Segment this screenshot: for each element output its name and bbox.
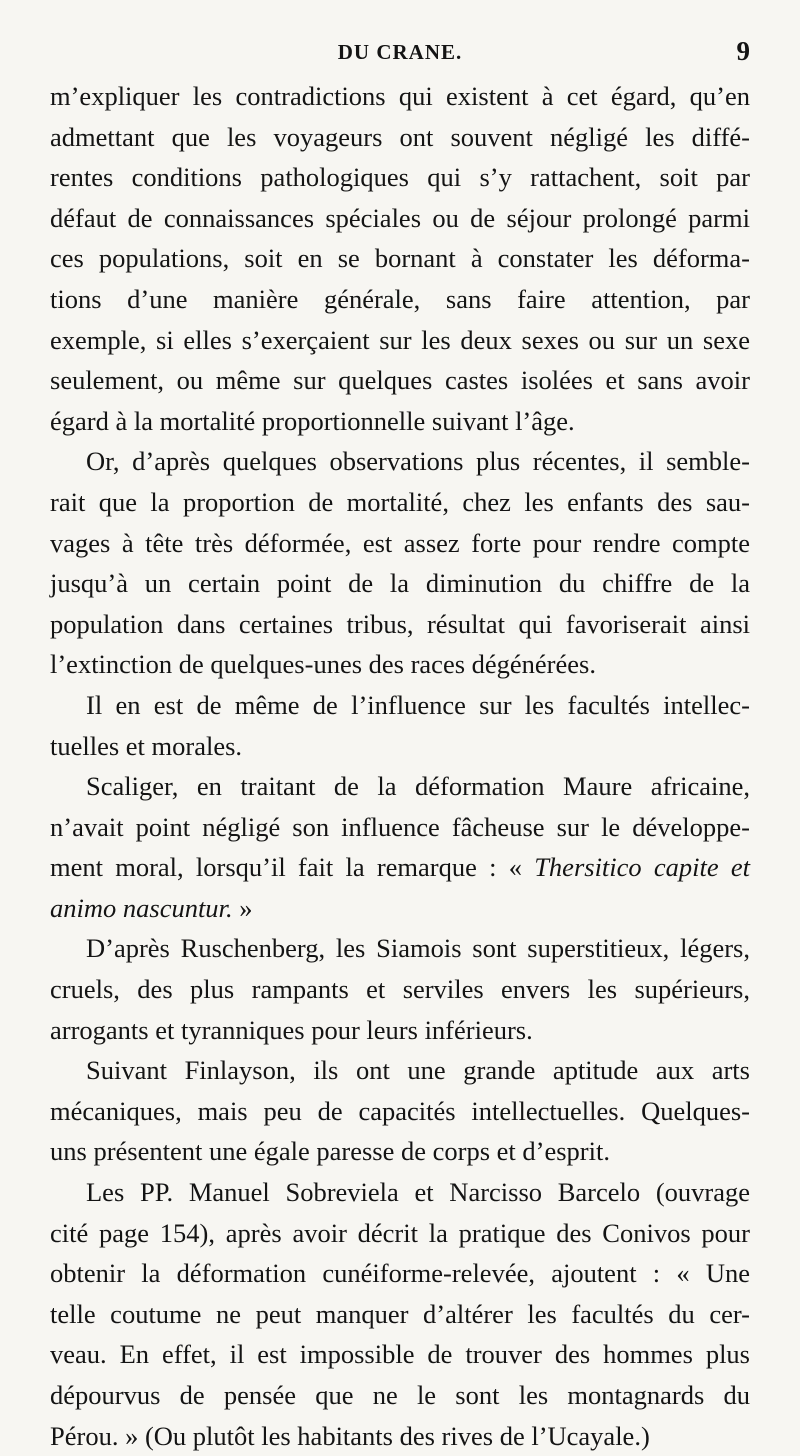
line-text: dépourvus de pensée que ne le sont les montagnards du (50, 1380, 750, 1410)
line-italic-text: animo nascuntur. (50, 892, 233, 923)
text-line (50, 1091, 750, 1132)
text-line (50, 969, 750, 1010)
text-line (50, 726, 750, 767)
text-line (50, 523, 750, 564)
line-text: Suivant Finlayson, ils ont une grande aptitude aux arts (86, 1055, 750, 1086)
text-line (50, 766, 750, 807)
text-line (50, 117, 750, 158)
line-text: arrogants et tyranniques pour leurs inférieurs. (50, 1014, 533, 1045)
line-text: jusqu’à un certain point de la diminution du chiffre de la (50, 568, 750, 599)
line-italic-text: Thersitico capite et (534, 852, 750, 883)
line-text: seulement, ou même sur quelques castes isolées et sans avoir (50, 365, 750, 396)
line-text: n’avait point négligé son influence fâcheuse sur le développe- (50, 811, 750, 842)
page-number: 9 (736, 36, 750, 66)
line-text: égard à la mortalité proportionnelle suivant l’âge. (50, 405, 575, 436)
line-text: rait que la proportion de mortalité, chez les enfants des sau- (50, 486, 750, 517)
text-line (50, 401, 750, 442)
line-text: mécaniques, mais peu de capacités intellectuelles. Quelques- (50, 1095, 750, 1126)
text-line (50, 1050, 750, 1091)
text-line (50, 1334, 750, 1375)
text-line (50, 644, 750, 685)
line-text: rentes conditions pathologiques qui s’y rattachent, soit par (50, 162, 750, 193)
text-line (50, 928, 750, 969)
line-text: cité page 154), après avoir décrit la pratique des Conivos pour (50, 1217, 750, 1248)
text-line (50, 1416, 750, 1456)
line-text: cruels, des plus rampants et serviles envers les supérieurs, (50, 974, 750, 1005)
text-line (50, 807, 750, 848)
line-text: telle coutume ne peut manquer d’altérer les facultés du cer- (50, 1298, 750, 1329)
text-line (50, 888, 750, 929)
line-text: population dans certaines tribus, résultat qui favoriserait ainsi (50, 608, 750, 639)
text-line (50, 441, 750, 482)
line-text: ment moral, lorsqu’il fait la remarque : « (50, 852, 522, 883)
line-text: vages à tête très déformée, est assez forte pour rendre compte (50, 527, 750, 558)
text-line (50, 1010, 750, 1051)
line-text: admettant que les voyageurs ont souvent négligé les diffé- (50, 121, 750, 152)
text-line (50, 1131, 750, 1172)
text-line (50, 198, 750, 239)
text-line (50, 1172, 750, 1213)
text-line (50, 1253, 750, 1294)
line-text: tuelles et morales. (50, 730, 243, 761)
line-text: uns présentent une égale paresse de corps et d’esprit. (50, 1136, 610, 1167)
text-line (50, 360, 750, 401)
line-text: ces populations, soit en se bornant à constater les déforma- (50, 243, 750, 274)
text-line (50, 320, 750, 361)
line-text: veau. En effet, il est impossible de trouver des hommes plus (50, 1339, 750, 1370)
text-line (50, 157, 750, 198)
text-line (50, 1213, 750, 1254)
text-line (50, 847, 750, 888)
text-line (50, 279, 750, 320)
line-text: tions d’une manière générale, sans faire attention, par (50, 283, 750, 314)
line-text: obtenir la déformation cunéiforme-relevée, ajoutent : « Une (50, 1258, 750, 1289)
line-text: Il en est de même de l’influence sur les facultés intellec- (86, 689, 750, 720)
line-text: Scaliger, en traitant de la déformation Maure africaine, (86, 771, 750, 802)
text-line (50, 685, 750, 726)
text-line (50, 563, 750, 604)
line-text: l’extinction de quelques-unes des races dégénérées. (50, 649, 596, 680)
line-text: Les PP. Manuel Sobreviela et Narcisso Barcelo (ouvrage (86, 1177, 750, 1208)
line-text: défaut de connaissances spéciales ou de séjour prolongé parmi (50, 202, 750, 233)
text-line (50, 1294, 750, 1335)
body-text (50, 76, 750, 1456)
text-line (50, 76, 750, 117)
text-line (50, 1375, 750, 1416)
line-text: Pérou. » (Ou plutôt les habitants des rives de l’Ucayale.) (50, 1420, 650, 1451)
line-text: D’après Ruschenberg, les Siamois sont superstitieux, légers, (86, 933, 750, 964)
line-tail-text: » (232, 892, 253, 923)
line-text: exemple, si elles s’exerçaient sur les deux sexes ou sur un sexe (50, 324, 750, 355)
running-head (50, 36, 750, 72)
line-text: m’expliquer les contradictions qui existent à cet égard, qu’en (50, 81, 750, 111)
text-line (50, 604, 750, 645)
line-text: Or, d’après quelques observations plus récentes, il semble- (86, 446, 750, 477)
text-line (50, 482, 750, 523)
running-title: DU CRANE. (337, 40, 463, 64)
text-line (50, 238, 750, 279)
